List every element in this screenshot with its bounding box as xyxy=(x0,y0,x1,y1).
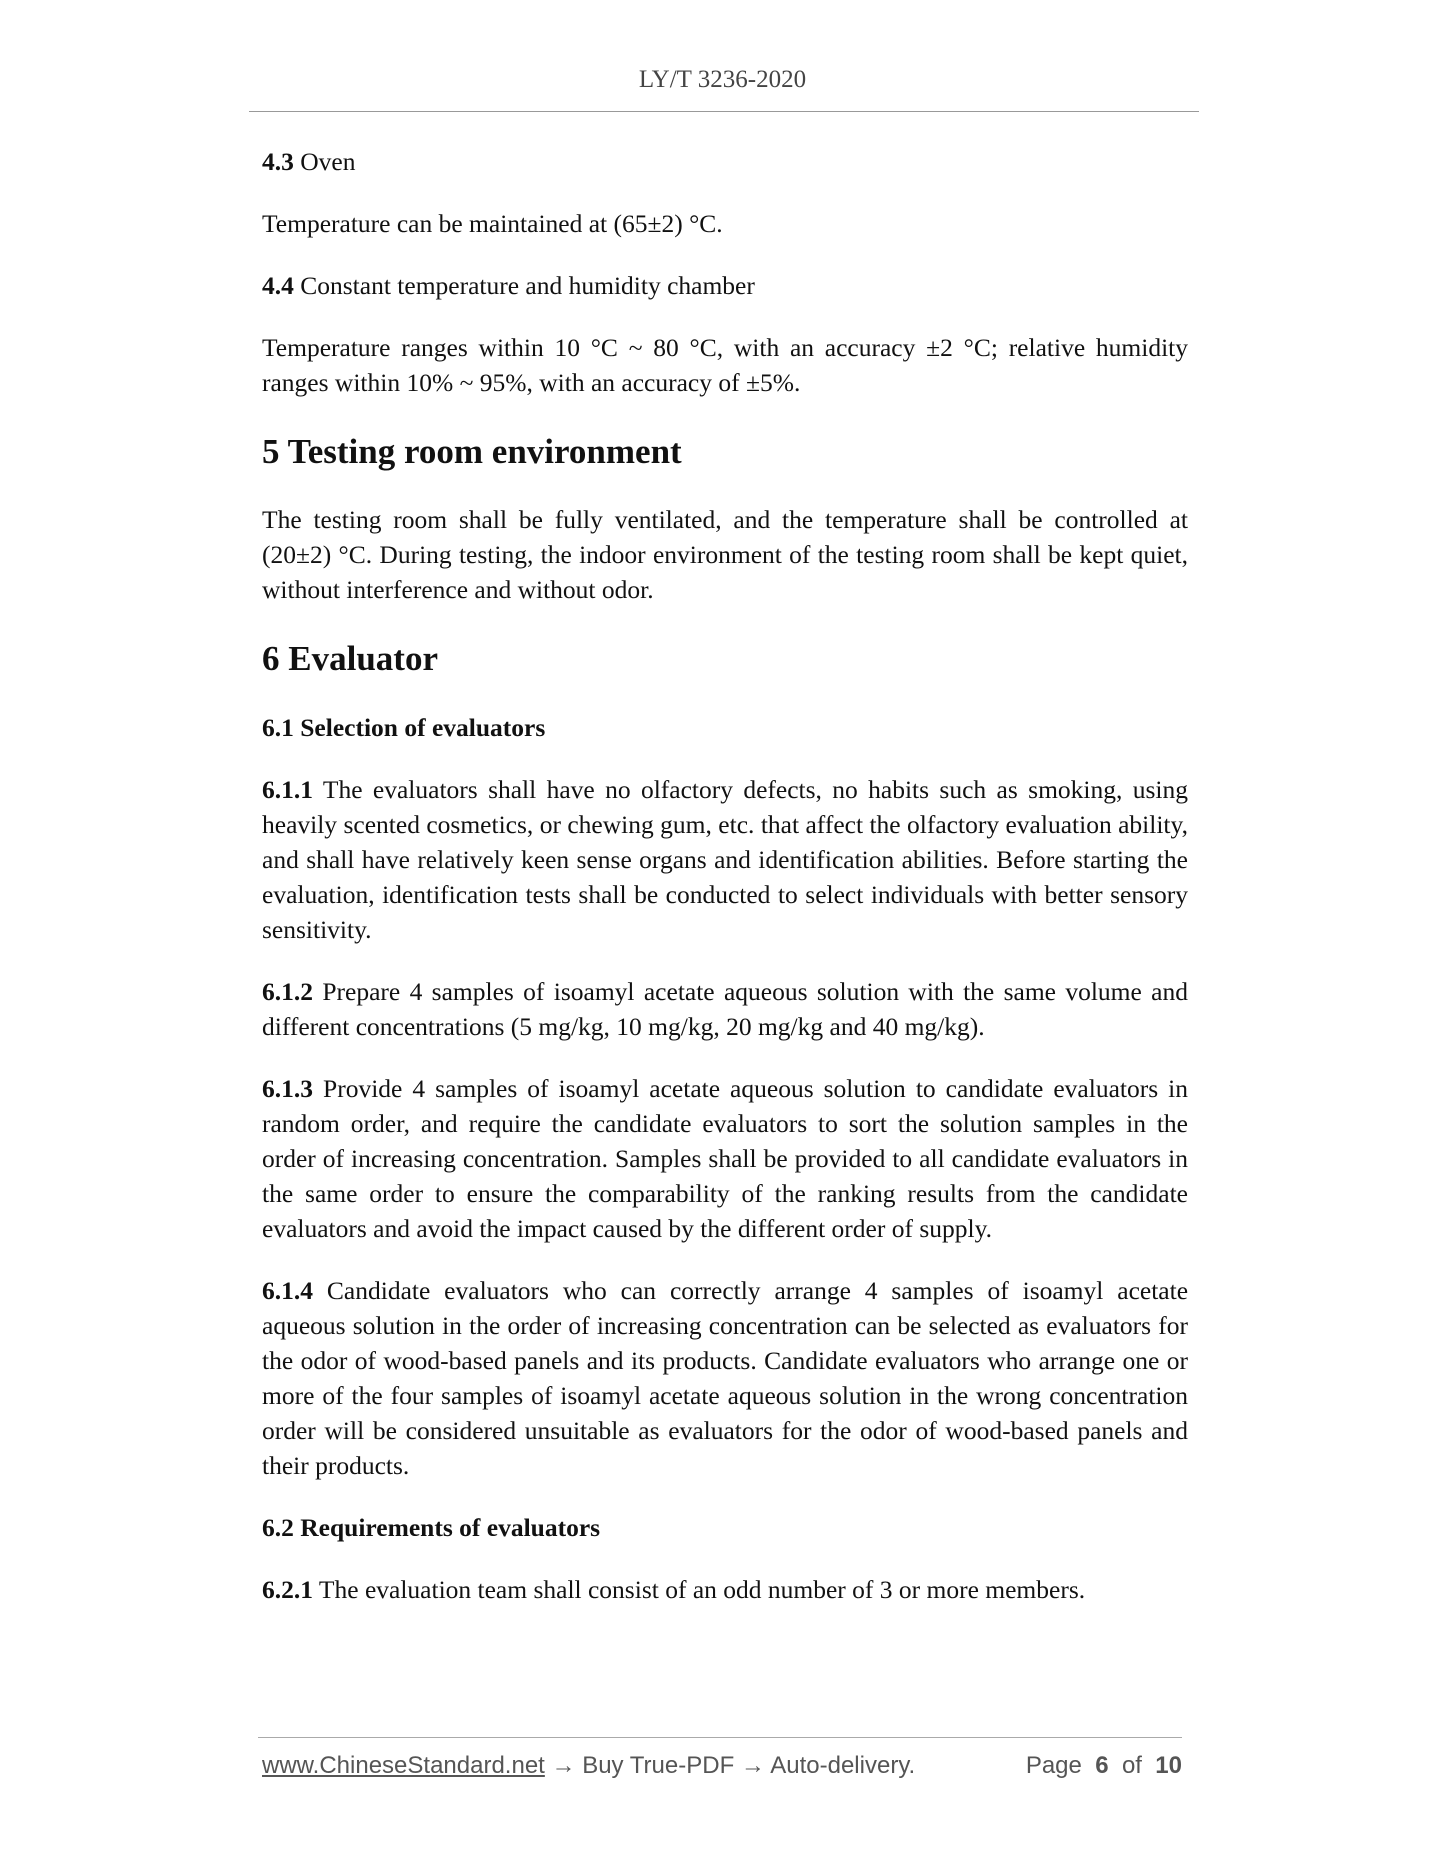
section-6-1-heading: 6.1 Selection of evaluators xyxy=(262,713,546,742)
auto-delivery-text: Auto-delivery. xyxy=(770,1752,916,1779)
buy-pdf-text: Buy True-PDF xyxy=(582,1752,735,1779)
section-4-3-body: Temperature can be maintained at (65±2) °C. xyxy=(262,209,723,238)
page-number: 6 xyxy=(1095,1752,1109,1779)
clause-number: 6.1.1 xyxy=(262,775,313,804)
section-6-heading: 6 Evaluator xyxy=(262,639,438,678)
section-6-1-1 xyxy=(262,772,1188,947)
page-label: Page xyxy=(1025,1752,1082,1779)
footer-divider xyxy=(258,1737,1182,1738)
section-4-4-body: Temperature ranges within 10 °C ~ 80 °C, with an accuracy ±2 °C; relative humidity ranges within 10% ~ 95%, with an accuracy of ±5%. xyxy=(262,333,1188,397)
section-number: 4.4 xyxy=(262,271,294,300)
clause-number: 6.2.1 xyxy=(262,1575,313,1604)
page-content xyxy=(262,140,1188,1607)
clause-number: 6.1.3 xyxy=(262,1074,313,1103)
clause-text: Candidate evaluators who can correctly arrange 4 samples of isoamyl acetate aqueous solution in the order of increasing concentration can be selected as evaluators for the odor of wood-based panels and its products. Candidate evaluators who arrange one or more of the four samples of isoamyl acetate aqueous solution in the wrong concentration order will be considered unsuitable as evaluators for the odor of wood-based panels and their products. xyxy=(262,1276,1189,1480)
section-6-1-4 xyxy=(262,1273,1188,1483)
page-total: 10 xyxy=(1155,1752,1182,1779)
clause-number: 6.1.4 xyxy=(262,1276,313,1305)
section-6-2-1 xyxy=(262,1572,1188,1607)
website-link[interactable]: www.ChineseStandard.net xyxy=(262,1752,545,1779)
header-divider xyxy=(249,111,1199,112)
section-4-3-title xyxy=(262,144,1188,179)
section-title: Constant temperature and humidity chamber xyxy=(300,271,755,300)
clause-text: Provide 4 samples of isoamyl acetate aqueous solution to candidate evaluators in random order, and require the candidate evaluators to sort the solution samples in the order of increasing concentration. Samples shall be provided to all candidate evaluators in the same order to ensure the comparability of the ranking results from the candidate evaluators and avoid the impact caused by the different order of supply. xyxy=(262,1074,1188,1243)
section-6-2-heading: 6.2 Requirements of evaluators xyxy=(262,1513,601,1542)
section-5-body: The testing room shall be fully ventilated, and the temperature shall be controlled at (20±2) °C. During testing, the indoor environment of the testing room shall be kept quiet, without interference and without odor. xyxy=(262,505,1188,604)
section-6-1-2 xyxy=(262,974,1188,1044)
page-indicator xyxy=(1026,1752,1182,1780)
section-5-heading: 5 Testing room environment xyxy=(262,432,682,471)
arrow-right-icon: → xyxy=(740,1752,765,1779)
clause-text: The evaluators shall have no olfactory defects, no habits such as smoking, using heavily scented cosmetics, or chewing gum, etc. that affect the olfactory evaluation ability, and shall have relatively keen sense organs and identification abilities. Before starting the evaluation, identification tests shall be conducted to select individuals with better sensory sensitivity. xyxy=(262,775,1188,944)
arrow-right-icon: → xyxy=(551,1752,576,1779)
section-number: 4.3 xyxy=(262,147,294,176)
footer xyxy=(262,1752,1182,1784)
section-title: Oven xyxy=(300,147,356,176)
clause-number: 6.1.2 xyxy=(262,977,313,1006)
section-6-1-3 xyxy=(262,1071,1188,1246)
clause-text: Prepare 4 samples of isoamyl acetate aqueous solution with the same volume and different concentrations (5 mg/kg, 10 mg/kg, 20 mg/kg and 40 mg/kg). xyxy=(262,977,1189,1041)
header-doc-id: LY/T 3236-2020 xyxy=(638,66,807,93)
of-label: of xyxy=(1121,1752,1142,1779)
footer-promo xyxy=(262,1752,915,1780)
clause-text: The evaluation team shall consist of an odd number of 3 or more members. xyxy=(318,1575,1086,1604)
section-4-4-title xyxy=(262,268,1188,303)
